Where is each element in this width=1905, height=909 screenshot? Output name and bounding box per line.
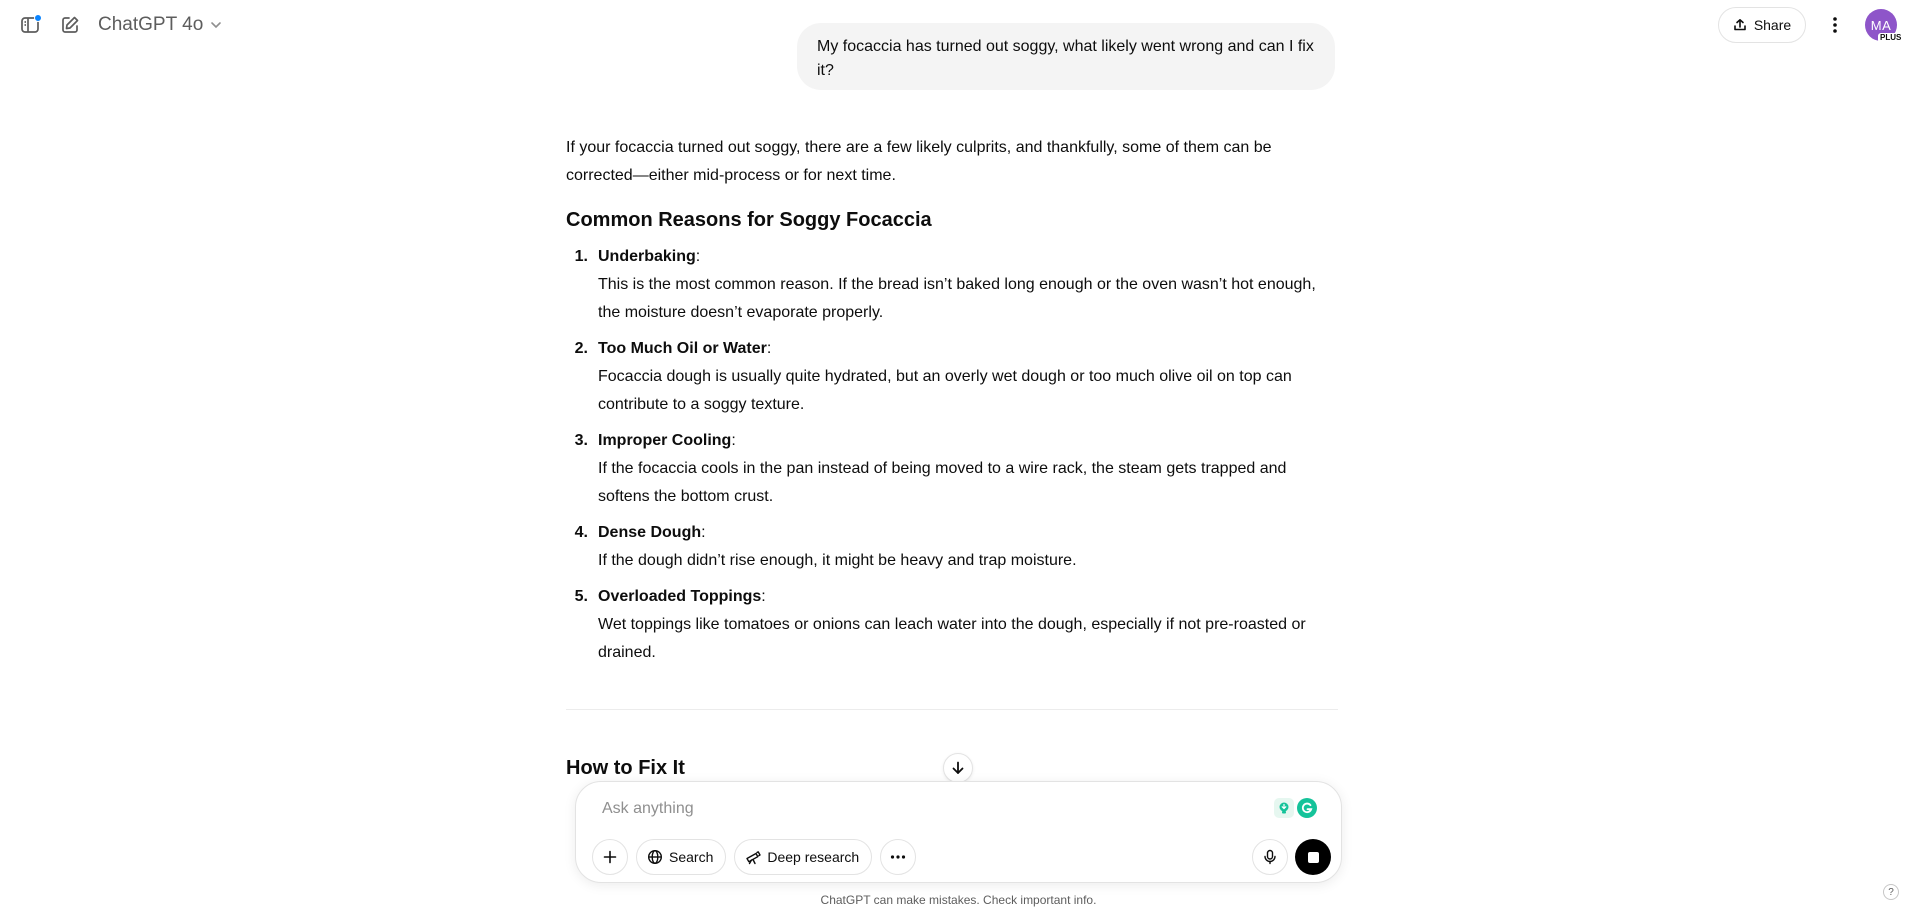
list-item <box>566 519 1338 575</box>
lightbulb-icon <box>1277 801 1291 815</box>
list-item-colon: : <box>701 524 706 541</box>
list-item <box>566 583 1338 667</box>
notification-dot <box>34 14 42 22</box>
plan-badge: PLUS <box>1880 33 1902 42</box>
list-item-title: Dense Dough <box>598 524 702 541</box>
compose-icon <box>60 15 80 35</box>
plus-icon <box>602 849 618 865</box>
reasons-list <box>566 243 1338 667</box>
sidebar-toggle-button[interactable] <box>17 12 43 38</box>
dictate-button[interactable] <box>1252 839 1288 875</box>
section-heading-fix: How to Fix It <box>566 757 685 779</box>
model-selector[interactable] <box>98 12 223 38</box>
list-number: 4. <box>574 524 588 541</box>
list-item-colon: : <box>731 432 736 449</box>
search-button[interactable] <box>636 839 726 875</box>
list-number: 1. <box>574 248 588 265</box>
arrow-down-icon <box>950 760 966 776</box>
list-item-body: Focaccia dough is usually quite hydrated, but an overly wet dough or too much olive oil on top can contribute to a soggy texture. <box>598 368 1292 413</box>
vertical-dots-icon <box>1832 16 1838 34</box>
section-heading-reasons: Common Reasons for Soggy Focaccia <box>566 209 932 231</box>
list-item-title: Overloaded Toppings <box>598 588 762 605</box>
microphone-icon <box>1262 849 1278 865</box>
stop-icon <box>1308 852 1319 863</box>
response-intro: If your focaccia turned out soggy, there are a few likely culprits, and thankfully, some of them can be corrected—either mid-process or for next time. <box>566 139 1272 184</box>
attach-button[interactable] <box>592 839 628 875</box>
scroll-to-bottom-button[interactable] <box>943 753 973 783</box>
upload-icon <box>1733 18 1747 32</box>
prompt-input[interactable] <box>602 795 1242 823</box>
list-item-title: Too Much Oil or Water <box>598 340 767 357</box>
share-button[interactable] <box>1718 7 1806 43</box>
chevron-down-icon <box>209 18 223 32</box>
extension-button[interactable] <box>1274 798 1294 818</box>
globe-icon <box>647 849 663 865</box>
composer-tools <box>592 839 916 875</box>
share-label: Share <box>1753 17 1792 33</box>
extension-icons <box>1274 798 1317 818</box>
avatar-initials: MA <box>1870 17 1892 33</box>
horizontal-dots-icon <box>890 855 906 859</box>
grammarly-icon <box>1300 801 1314 815</box>
list-item-colon: : <box>766 340 772 357</box>
new-chat-button[interactable] <box>57 12 83 38</box>
help-label: ? <box>1888 886 1894 898</box>
list-item-title: Underbaking <box>598 248 696 265</box>
list-item <box>566 243 1338 327</box>
more-tools-button[interactable] <box>880 839 916 875</box>
help-button[interactable] <box>1883 884 1899 900</box>
list-number: 3. <box>574 432 588 449</box>
more-options-button[interactable] <box>1820 10 1850 40</box>
deep-research-button[interactable] <box>734 839 872 875</box>
grammarly-button[interactable] <box>1297 798 1317 818</box>
list-number: 5. <box>574 588 588 605</box>
user-message-bubble <box>797 23 1335 90</box>
stop-generating-button[interactable] <box>1295 839 1331 875</box>
list-item-body: If the focaccia cools in the pan instead of being moved to a wire rack, the steam gets trapped and softens the bottom crust. <box>598 460 1287 505</box>
disclaimer-text: ChatGPT can make mistakes. Check important info. <box>820 893 1097 907</box>
list-item <box>566 427 1338 511</box>
list-item-colon: : <box>761 588 766 605</box>
deep-research-label: Deep research <box>767 849 860 865</box>
list-item-body: Wet toppings like tomatoes or onions can leach water into the dough, especially if not pre-roasted or drained. <box>598 616 1306 661</box>
composer <box>575 781 1342 883</box>
model-name: ChatGPT 4o <box>98 14 204 35</box>
list-number: 2. <box>574 340 588 357</box>
section-divider <box>566 709 1338 710</box>
list-item-colon: : <box>695 248 701 265</box>
search-label: Search <box>669 849 714 865</box>
assistant-response <box>566 134 1338 675</box>
user-message-text: My focaccia has turned out soggy, what likely went wrong and can I fix it? <box>817 38 1314 79</box>
list-item-body: This is the most common reason. If the bread isn’t baked long enough or the oven wasn’t hot enough, the moisture doesn’t evaporate properly. <box>598 276 1316 321</box>
telescope-icon <box>745 849 761 865</box>
list-item-title: Improper Cooling <box>598 432 732 449</box>
list-item <box>566 335 1338 419</box>
list-item-body: If the dough didn’t rise enough, it might be heavy and trap moisture. <box>598 552 1077 569</box>
